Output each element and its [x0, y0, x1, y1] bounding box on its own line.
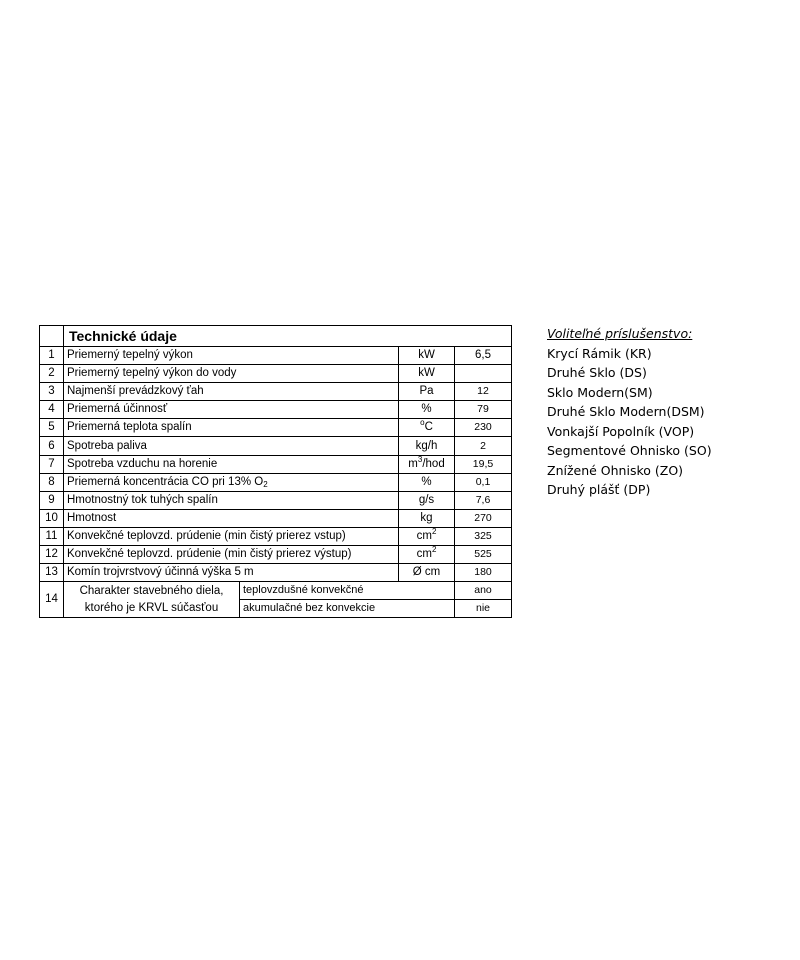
row-label-text: Hmotnost — [67, 511, 117, 524]
row-unit-text: m — [408, 457, 418, 470]
row-number: 3 — [40, 383, 64, 401]
row-number: 8 — [40, 473, 64, 491]
accessory-item: Vonkajší Popolník (VOP) — [547, 423, 695, 439]
accessory-item: Druhé Sklo Modern(DSM) — [547, 404, 705, 419]
row-unit-text: kg/h — [415, 439, 438, 452]
row-value: 270 — [455, 509, 512, 527]
table-title: Technické údaje — [64, 326, 512, 347]
accessories-title: Voliteľné príslušenstvo: — [547, 326, 693, 341]
row-label — [64, 347, 399, 365]
row-unit-text: kg — [420, 511, 433, 524]
table-row — [40, 455, 512, 473]
row-label — [64, 546, 399, 564]
row-number: 14 — [40, 582, 64, 618]
row-number: 13 — [40, 564, 64, 582]
row-14-value-2: nie — [455, 600, 512, 618]
row-label-text: Priemerná teplota spalín — [67, 421, 192, 434]
row-unit-text: cm — [416, 529, 432, 542]
row-unit-text: cm — [416, 548, 432, 561]
row-value: 2 — [455, 437, 512, 455]
row-unit — [399, 437, 455, 455]
accessory-item: Sklo Modern(SM) — [547, 384, 653, 400]
row-label-text: Najmenší prevádzkový ťah — [67, 385, 204, 398]
row-14-value-1: ano — [455, 582, 512, 600]
row-unit — [399, 419, 455, 437]
accessory-item: Segmentové Ohnisko (SO) — [547, 443, 712, 458]
row-number: 5 — [40, 419, 64, 437]
row-number: 12 — [40, 546, 64, 564]
row-unit-text: kW — [418, 367, 435, 380]
row-value — [455, 365, 512, 383]
accessory-item: Krycí Rámik (KR) — [547, 345, 652, 361]
row-value: 325 — [455, 527, 512, 545]
row-unit-superscript: 2 — [431, 545, 437, 555]
row-label-text: Konvekčné teplovzd. prúdenie (min čistý prierez výstup) — [67, 548, 352, 561]
row-label-text: Hmotnostný tok tuhých spalín — [67, 493, 218, 506]
row-number: 9 — [40, 491, 64, 509]
table-row — [40, 564, 512, 582]
row-unit — [399, 347, 455, 365]
row-14-label — [64, 582, 240, 618]
table-row — [40, 347, 512, 365]
accessory-item: Znížené Ohnisko (ZO) — [547, 462, 684, 478]
row-unit-text: % — [421, 475, 432, 488]
row-value: 7,6 — [455, 491, 512, 509]
row-label-text: Priemerný tepelný výkon do vody — [67, 367, 237, 380]
row-value: 19,5 — [455, 455, 512, 473]
row-value: 180 — [455, 564, 512, 582]
row-unit-text: g/s — [418, 493, 435, 506]
row-unit-superscript: o — [420, 418, 425, 428]
row-14-label-line1: Charakter stavebného diela, — [79, 584, 224, 597]
row-unit — [399, 491, 455, 509]
row-unit-text: kW — [418, 349, 435, 362]
row-label-text: Spotreba paliva — [67, 439, 147, 452]
row-label — [64, 383, 399, 401]
row-label — [64, 455, 399, 473]
technical-data-table — [39, 325, 512, 618]
table-row — [40, 473, 512, 491]
title-blank-cell — [40, 326, 64, 347]
row-number: 11 — [40, 527, 64, 545]
row-label-text: Priemerná účinnosť — [67, 403, 168, 416]
row-value: 0,1 — [455, 473, 512, 491]
table-row — [40, 546, 512, 564]
row-unit-superscript: 3 — [417, 455, 423, 464]
row-unit — [399, 527, 455, 545]
row-unit-text: Pa — [419, 385, 434, 398]
row-value: 12 — [455, 383, 512, 401]
row-value: 525 — [455, 546, 512, 564]
table-rows — [40, 347, 512, 582]
row-label — [64, 527, 399, 545]
row-unit-text: Ø cm — [412, 566, 441, 579]
row-unit — [399, 509, 455, 527]
row-label-text: Spotreba vzduchu na horenie — [67, 457, 218, 470]
row-label — [64, 401, 399, 419]
row-unit — [399, 473, 455, 491]
row-unit — [399, 401, 455, 419]
table-row — [40, 509, 512, 527]
table-title-row — [40, 326, 512, 347]
row-label — [64, 564, 399, 582]
row-14-sub-label-1: teplovzdušné konvekčné — [240, 582, 455, 600]
row-label — [64, 491, 399, 509]
row-number: 10 — [40, 509, 64, 527]
row-unit — [399, 546, 455, 564]
row-unit — [399, 383, 455, 401]
row-label-text: Priemerný tepelný výkon — [67, 349, 193, 362]
table-row — [40, 365, 512, 383]
row-label-text: Priemerná koncentrácia CO pri 13% O — [67, 475, 264, 488]
table-row-14a — [40, 582, 512, 600]
table-row — [40, 491, 512, 509]
row-unit-text: /hod — [422, 457, 445, 470]
row-number: 6 — [40, 437, 64, 455]
row-value: 79 — [455, 401, 512, 419]
row-label — [64, 365, 399, 383]
accessory-item: Druhý plášť (DP) — [547, 482, 651, 497]
table-row — [40, 527, 512, 545]
row-14-label-line2: ktorého je KRVL súčasťou — [84, 601, 219, 614]
row-unit-superscript: 2 — [431, 527, 437, 536]
row-unit-text: % — [421, 403, 432, 416]
row-label — [64, 473, 399, 491]
row-value: 6,5 — [455, 347, 512, 365]
row-unit — [399, 564, 455, 582]
row-label-subscript: 2 — [263, 479, 268, 489]
accessories-list — [547, 344, 787, 500]
row-label-text: Komín trojvrstvový účinná výška 5 m — [67, 566, 254, 579]
row-label — [64, 509, 399, 527]
row-label-text: Konvekčné teplovzd. prúdenie (min čistý prierez vstup) — [67, 529, 346, 542]
row-label — [64, 437, 399, 455]
row-number: 1 — [40, 347, 64, 365]
row-14-sub-label-2: akumulačné bez konvekcie — [240, 600, 455, 618]
table-row — [40, 419, 512, 437]
row-number: 2 — [40, 365, 64, 383]
row-unit — [399, 455, 455, 473]
table-row — [40, 437, 512, 455]
accessory-item: Druhé Sklo (DS) — [547, 365, 647, 380]
row-value: 230 — [455, 419, 512, 437]
table-row — [40, 383, 512, 401]
row-unit-text: C — [424, 421, 433, 434]
row-label — [64, 419, 399, 437]
optional-accessories — [547, 324, 787, 500]
row-unit — [399, 365, 455, 383]
row-number: 4 — [40, 401, 64, 419]
table-row — [40, 401, 512, 419]
row-number: 7 — [40, 455, 64, 473]
